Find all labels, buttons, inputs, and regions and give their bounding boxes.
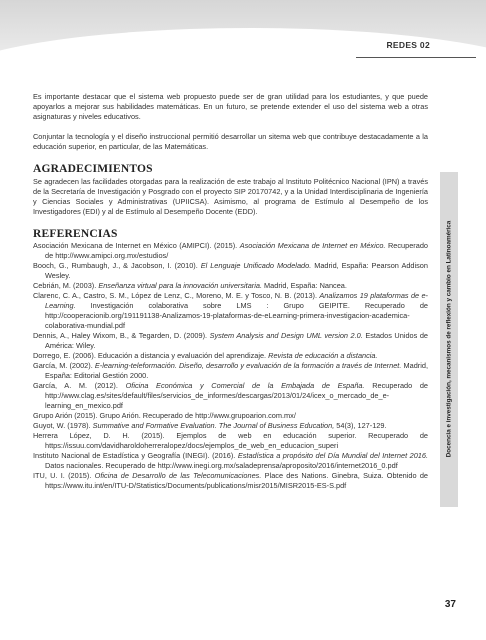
reference-text: Datos nacionales. Recuperado de http://www.inegi.org.mx/saladeprensa/aproposito/2016/internet2016_0.pdf	[45, 461, 398, 470]
reference-text: Cebrián, M. (2003).	[33, 281, 99, 290]
reference-text: ITU, U. I. (2015).	[33, 471, 95, 480]
reference-text: Clarenc, C. A., Castro, S. M., López de Lenz, C., Moreno, M. E. y Tosco, N. B. (2013).	[33, 291, 320, 300]
reference-text: García, M. (2002).	[33, 361, 95, 370]
reference-title: Analizamos 19 plataformas de e-Learning.	[45, 291, 428, 310]
acknowledgements-text: Se agradecen las facilidades otorgadas para la realización de este trabajo al Instituto Politécnico Nacional (IPN) a través de la Secretaría de Investigación y Posgrado con el proyecto SIP 20170742, y a la Unidad Interdisciplinaria de Ingeniería y Ciencias Sociales y Administrativas (UPIICSA). Asimismo, al programa de Estímulo al Desempeño de los Investigadores (EDI) y al de Estímulo al Desempeño Docente (EDD).	[33, 177, 428, 216]
paragraph: Es importante destacar que el sistema web propuesto puede ser de gran utilidad para los estudiantes, y que puede apoyarlos a mejorar sus habilidades matemáticas. En un futuro, se pretende extender el uso del sistema web a otras asignaturas y niveles educativos.	[33, 92, 428, 121]
running-header: REDES 02	[386, 40, 430, 50]
reference-text: Herrera López, D. H. (2015). Ejemplos de web en educación superior. Recuperado de https://issuu.com/davidharoldoherreralopez/docs/ejemplos_de_web_en_educacion_superi	[33, 431, 428, 450]
reference-title: Enseñanza virtual para la innovación universitaria.	[98, 281, 263, 290]
reference-item	[33, 381, 428, 411]
reference-title: Revista de educación a distancia.	[268, 351, 378, 360]
reference-text: Recuperado de http://www.amipci.org.mx/estudios/	[45, 241, 428, 260]
reference-item	[33, 281, 428, 291]
reference-item	[33, 421, 428, 431]
reference-text: Booch, G., Rumbaugh, J., & Jacobson, I. (2010).	[33, 261, 201, 270]
reference-text: Estados Unidos de América: Wiley.	[45, 331, 428, 350]
reference-item	[33, 291, 428, 331]
reference-text: Grupo Arión (2015). Grupo Arión. Recuperado de http://www.grupoarion.com.mx/	[33, 411, 296, 420]
reference-text: Instituto Nacional de Estadística y Geografía (INEGI). (2016).	[33, 451, 238, 460]
reference-text: Madrid, España: Nancea.	[262, 281, 347, 290]
reference-text: Guyot, W. (1978).	[33, 421, 93, 430]
reference-title: Asociación Mexicana de Internet en México.	[239, 241, 386, 250]
reference-text: Investigación colaborativa sobre LMS : Grupo GEIPITE. Recuperado de http://cooperacionib.org/191191138-Analizamos-19-plataformas-de-eLearning-primera-investigacion-academica-colaborativa-mundial.pdf	[45, 301, 428, 330]
reference-item	[33, 411, 428, 421]
reference-item	[33, 261, 428, 281]
reference-item	[33, 471, 428, 491]
reference-text: Asociación Mexicana de Internet en México (AMIPCI). (2015).	[33, 241, 240, 250]
header-band	[0, 0, 486, 76]
reference-title: El Lenguaje Unificado Modelado.	[200, 261, 312, 270]
paragraph: Conjuntar la tecnología y el diseño instruccional permitió desarrollar un sitema web que contribuye destacadamente a la educación superior, en particular, de las Matemáticas.	[33, 132, 428, 151]
reference-item	[33, 451, 428, 471]
reference-text: Dennis, A., Haley Wixom, B., & Tegarden, D. (2009).	[33, 331, 210, 340]
reference-text: Madrid, España: Editorial Gestión 2000.	[45, 361, 428, 380]
page-number: 37	[444, 599, 456, 610]
reference-text: Place des Nations. Ginebra, Suiza. Obtenido de https://www.itu.int/en/ITU-D/Statistics/Documents/publications/misr2015/MISR2015-ES-S.pdf	[45, 471, 429, 490]
reference-title: Oficina Económica y Comercial de la Embajada de España.	[125, 381, 365, 390]
side-tab-text: Docencia e investigación, mecanismos de reflexión y cambio en Latinoamérica	[445, 220, 453, 458]
reference-title: Oficina de Desarrollo de las Telecomunicaciones.	[94, 471, 262, 480]
reference-item	[33, 351, 428, 361]
reference-item	[33, 361, 428, 381]
reference-title: Estadística a propósito del Día Mundial del Internet 2016.	[237, 451, 428, 460]
reference-text: Dorrego, E. (2006). Educación a distancia y evaluación del aprendizaje.	[33, 351, 269, 360]
reference-text: García, A. M. (2012).	[33, 381, 126, 390]
reference-text: Madrid, España: Pearson Addison Wesley.	[45, 261, 428, 280]
section-heading-acknowledgements: AGRADECIMIENTOS	[33, 163, 153, 175]
reference-text: 54(3), 127-129.	[334, 421, 387, 430]
reference-title: E-learning-teleformación. Diseño, desarrollo y evaluación de la formación a través de Internet.	[94, 361, 402, 370]
reference-list	[33, 241, 428, 491]
reference-title: System Analysis and Design UML version 2.0.	[209, 331, 363, 340]
reference-title: Summative and Formative Evaluation. The Journal of Business Education,	[92, 421, 335, 430]
reference-text: Recuperado de http://www.clag.es/sites/default/files/servicios_de_informes/descargas/2013/01/24/icex_o_mercado_de_e-learning_en_mexico.pdf	[45, 381, 428, 410]
header-curve-decoration	[0, 28, 486, 76]
reference-item	[33, 431, 428, 451]
reference-item	[33, 331, 428, 351]
page-content	[33, 92, 428, 491]
section-heading-references: REFERENCIAS	[33, 228, 118, 240]
header-rule	[356, 57, 476, 58]
reference-item	[33, 241, 428, 261]
